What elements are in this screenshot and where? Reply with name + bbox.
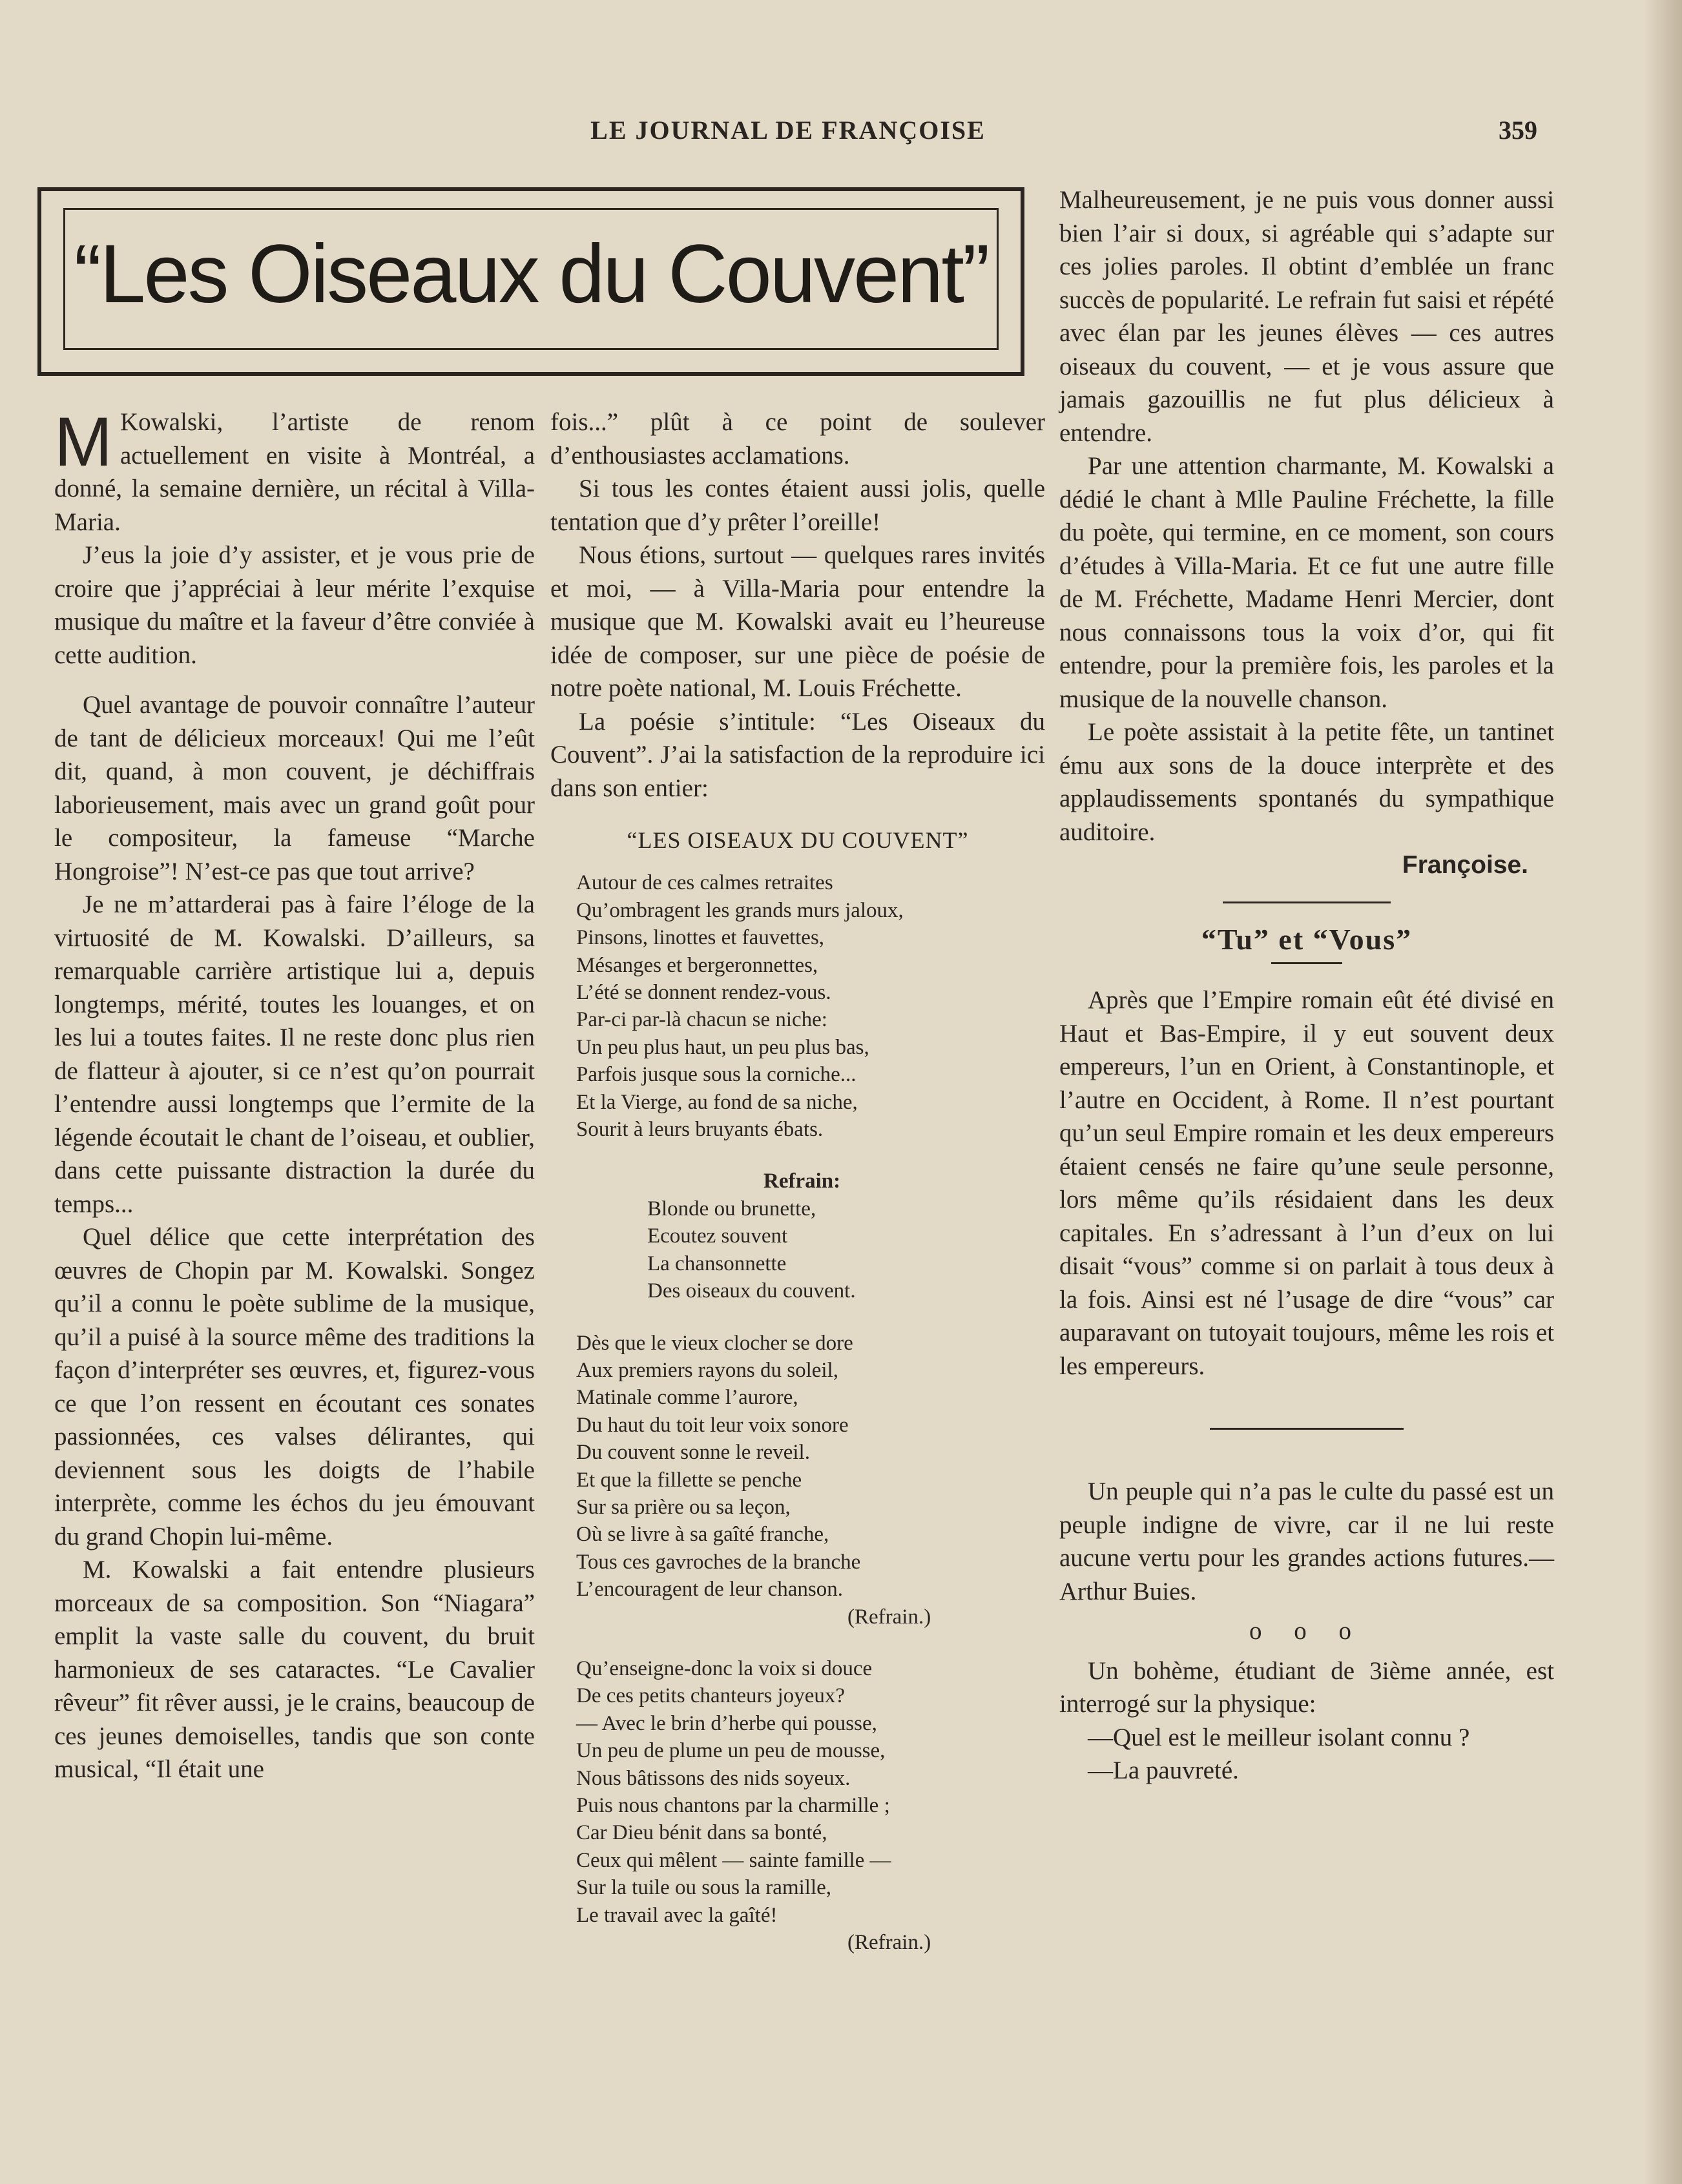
refrain-reference: (Refrain.) <box>847 1605 931 1629</box>
poem-line: Par-ci par-là chacun se niche: <box>576 1008 827 1032</box>
poem-line: Du haut du toit leur voix sonore <box>576 1413 849 1437</box>
article-paragraph: Je ne m’attarderai pas à faire l’éloge de la virtuosité de M. Kowalski. D’ailleurs, sa remarquable carrière artistique lui a, depuis longtemps, mérité, toutes les louanges, et on les lui a toutes faites. Il ne reste donc plus rien de flatteur à ajouter, si ce n’est qu’on pourrait l’entendre aussi longtemps que l’ermite de la légende écoutait le chant de l’oiseau, et oublier, dans cette puissante distraction la durée du temps... <box>54 891 535 1218</box>
title-frame-inner <box>63 208 999 350</box>
poem-stanza-3 <box>576 1655 1045 1956</box>
poem-line: Et que la fillette se penche <box>576 1468 802 1492</box>
article-paragraph: Nous étions, surtout — quelques rares invités et moi, — à Villa-Maria pour entendre la musique que M. Kowalski avait eu l’heureuse idée de composer, sur une pièce de poésie de notre poète national, M. Louis Fréchette. <box>550 541 1045 702</box>
poem-line: Le travail avec la gaîté! <box>576 1903 778 1927</box>
refrain-line: Ecoutez souvent <box>647 1224 788 1248</box>
article-paragraph: J’eus la joie d’y assister, et je vous prie de croire que j’appréciai à leur mérite l’exquise musique du maître et la faveur d’être conviée à cette audition. <box>54 541 535 669</box>
poem-line: Dès que le vieux clocher se dore <box>576 1331 853 1355</box>
refrain-line: Des oiseaux du couvent. <box>647 1279 856 1303</box>
refrain-reference: (Refrain.) <box>847 1931 931 1955</box>
poem-line: Sur la tuile ou sous la ramille, <box>576 1876 832 1900</box>
poem-line: Tous ces gavroches de la branche <box>576 1550 861 1574</box>
poem-stanza-2 <box>576 1330 1045 1631</box>
poem-line: L’encouragent de leur chanson. <box>576 1578 843 1602</box>
poem-line: Sur sa prière ou sa leçon, <box>576 1495 791 1519</box>
anecdote-answer: —La pauvreté. <box>1088 1756 1239 1784</box>
article-paragraph: fois...” plût à ce point de soulever d’enthousiastes acclamations. <box>550 408 1045 469</box>
article-paragraph: M. Kowalski a fait entendre plusieurs morceaux de sa composition. Son “Niagara” emplit la vaste salle du couvent, du bruit harmonieux de ses cataractes. “Le Cavalier rêveur” fit rêver aussi, je le crains, beaucoup de ces jeunes demoiselles, tandis que son conte musical, “Il était une <box>54 1556 535 1783</box>
article-paragraph: Malheureusement, je ne puis vous donner aussi bien l’air si doux, si agréable qui s’adapte sur ces jolies paroles. Il obtint d’emblée un franc succès de popularité. Le refrain fut saisi et répété avec élan par les jeunes élèves — ces autres oiseaux du couvent, — et je vous assure que jamais gazouillis ne fut plus délicieux à entendre. <box>1059 186 1554 447</box>
refrain-line: La chansonnette <box>647 1252 787 1275</box>
poem-line: Parfois jusque sous la corniche... <box>576 1063 857 1087</box>
article-title: “Les Oiseaux du Couvent” <box>74 228 988 321</box>
article-paragraph: Par une attention charmante, M. Kowalski a dédié le chant à Mlle Pauline Fréchette, la fille du poète, qui termine, en ce moment, son cours d’études à Villa-Maria. Et ce fut une autre fille de M. Fréchette, Madame Henri Mercier, dont nous connaissons tous la voix d’or, qui fit entendre, pour la première fois, les paroles et la musique de la nouvelle chanson. <box>1059 452 1554 713</box>
poem-title: “LES OISEAUX DU COUVENT” <box>627 827 969 853</box>
sidebar-title: “Tu” et “Vous” <box>1201 922 1413 956</box>
refrain-line: Blonde ou brunette, <box>647 1197 816 1221</box>
title-underline <box>1271 962 1342 964</box>
refrain-label: Refrain: <box>763 1169 841 1193</box>
poem <box>576 827 1045 1956</box>
poem-line: Mésanges et bergeronnettes, <box>576 953 818 977</box>
poem-stanza-1 <box>576 869 1045 1143</box>
paragraph-text: Kowalski, l’artiste de renom actuellement en visite à Montréal, a donné, la semaine dernière, un récital à Villa-Maria. <box>54 408 535 536</box>
poem-line: Qu’ombragent les grands murs jaloux, <box>576 898 904 922</box>
poem-line: Où se livre à sa gaîté franche, <box>576 1523 829 1547</box>
article-paragraph: La poésie s’intitule: “Les Oiseaux du Couvent”. J’ai la satisfaction de la reproduire ici dans son entier: <box>550 707 1045 802</box>
poem-line: Car Dieu bénit dans sa bonté, <box>576 1821 827 1845</box>
running-head: LE JOURNAL DE FRANÇOISE <box>590 116 986 145</box>
page-number: 359 <box>1499 116 1537 145</box>
title-frame <box>37 187 1024 376</box>
sidebar-paragraph: Après que l’Empire romain eût été divisé en Haut et Bas-Empire, il y eut souvent deux empereurs, l’un en Orient, à Constantinople, et l’autre en Occident, à Rome. Il n’est pourtant qu’un seul Empire romain et les deux empereurs étaient censés ne faire qu’une seule personne, lors même qu’ils résidaient dans les deux capitales. En s’adressant à l’un d’eux on lui disait “vous” comme si on parlait à tous deux à la fois. Ainsi est né l’usage de dire “vous” car auparavant on tutoyait toujours, même les rois et les empereurs. <box>1059 986 1554 1380</box>
page-edge-shadow <box>1643 0 1682 2184</box>
poem-line: De ces petits chanteurs joyeux? <box>576 1684 846 1708</box>
poem-line: Qu’enseigne-donc la voix si douce <box>576 1656 873 1680</box>
poem-line: Ceux qui mêlent — sainte famille — <box>576 1848 891 1872</box>
poem-line: Matinale comme l’aurore, <box>576 1386 798 1410</box>
poem-line: Nous bâtissons des nids soyeux. <box>576 1766 851 1790</box>
poem-line: Un peu de plume un peu de mousse, <box>576 1739 886 1763</box>
poem-line: Et la Vierge, au fond de sa niche, <box>576 1090 858 1114</box>
poem-line: Pinsons, linottes et fauvettes, <box>576 926 825 950</box>
article-paragraph: Le poète assistait à la petite fête, un tantinet ému aux sons de la douce interprète et des applaudissements spontanés du sympathique auditoire. <box>1059 718 1554 846</box>
poem-line: Puis nous chantons par la charmille ; <box>576 1794 890 1817</box>
poem-line: Un peu plus haut, un peu plus bas, <box>576 1035 869 1059</box>
quote-paragraph: Un peuple qui n’a pas le culte du passé est un peuple indigne de vivre, car il ne lui reste aucune vertu pour les grandes actions futures.—Arthur Buies. <box>1059 1478 1554 1605</box>
article-column-1 <box>54 402 535 1786</box>
poem-refrain <box>576 1168 1045 1304</box>
section-divider <box>1223 901 1391 903</box>
article-paragraph: Quel avantage de pouvoir connaître l’auteur de tant de délicieux morceaux! Qui me l’eût dit, quand, à mon couvent, je déchiffrais laborieusement, mais avec un grand goût pour le compositeur, la fameuse “Marche Hongroise”! N’est-ce pas que tout arrive? <box>54 691 535 885</box>
article-column-2 <box>550 406 1045 1981</box>
poem-line: L’été se donnent rendez-vous. <box>576 981 831 1005</box>
drop-cap: M <box>54 402 112 480</box>
author-signature: Françoise. <box>1402 851 1528 879</box>
poem-line: Sourit à leurs bruyants ébats. <box>576 1118 824 1142</box>
anecdote-paragraph: Un bohème, étudiant de 3ième année, est interrogé sur la physique: <box>1059 1656 1554 1718</box>
poem-line: — Avec le brin d’herbe qui pousse, <box>576 1711 877 1735</box>
ornament-separator: o o o <box>1249 1617 1364 1645</box>
poem-line: Aux premiers rayons du soleil, <box>576 1358 839 1382</box>
article-paragraph: Quel délice que cette interprétation des œuvres de Chopin par M. Kowalski. Songez qu’il a connu le poète sublime de la musique, qu’il a puisé à la source même des traditions la façon d’interpréter ses œuvres, et, figurez-vous ce que l’on ressent en écoutant ces sonates passionnées, ces valses délirantes, qui deviennent sous les doigts de l’habile interprète, comme les échos du jeu émouvant du grand Chopin lui-même. <box>54 1223 535 1550</box>
article-column-3 <box>1059 183 1554 1787</box>
poem-line: Du couvent sonne le reveil. <box>576 1441 810 1465</box>
anecdote-question: —Quel est le meilleur isolant connu ? <box>1088 1723 1470 1751</box>
article-paragraph: Si tous les contes étaient aussi jolis, quelle tentation que d’y prêter l’oreille! <box>550 475 1045 536</box>
poem-line: Autour de ces calmes retraites <box>576 871 833 895</box>
article-paragraph <box>54 402 535 539</box>
section-divider <box>1210 1428 1404 1430</box>
